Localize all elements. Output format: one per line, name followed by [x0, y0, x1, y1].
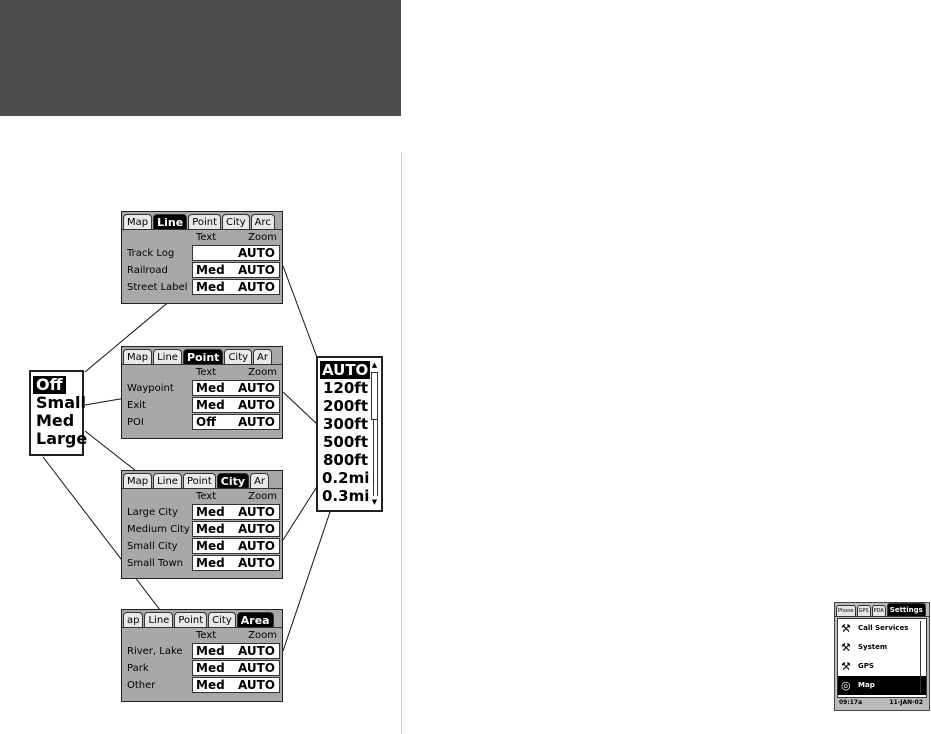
zoom-field[interactable]: AUTO [237, 539, 275, 553]
text-size-field[interactable]: Med [196, 280, 225, 294]
tab-point[interactable]: Point [183, 349, 223, 364]
text-size-option-off[interactable]: Off [33, 376, 66, 394]
text-size-field[interactable]: Med [196, 539, 225, 553]
tab-bar [122, 610, 282, 628]
callout-line [283, 485, 318, 540]
zoom-field[interactable]: AUTO [237, 415, 275, 429]
row-label: Small City [127, 541, 178, 552]
text-size-field[interactable]: Med [196, 505, 225, 519]
text-size-option-small[interactable]: Small [36, 393, 86, 412]
callout-line [283, 266, 318, 360]
zoom-field[interactable]: AUTO [237, 556, 275, 570]
row-value-cells[interactable] [192, 677, 280, 693]
row-value-cells[interactable] [192, 643, 280, 659]
row-label: Track Log [127, 248, 175, 259]
zoom-field[interactable]: AUTO [237, 522, 275, 536]
list-item-map[interactable] [838, 676, 926, 695]
city-settings-panel [121, 470, 283, 579]
column-headers [122, 365, 282, 380]
zoom-option[interactable]: 200ft [322, 397, 368, 415]
tab-line[interactable]: Line [153, 473, 182, 488]
row-label: Waypoint [127, 383, 174, 394]
row-label: POI [127, 417, 144, 428]
settings-row-other [122, 677, 282, 694]
callout-line [283, 512, 330, 651]
zoom-options-list [320, 361, 370, 505]
globe-icon: ◎ [841, 679, 851, 692]
zoom-column-header: Zoom [248, 232, 277, 243]
list-item-system[interactable] [838, 638, 926, 657]
zoom-field[interactable]: AUTO [237, 678, 275, 692]
zoom-option[interactable]: 0.2mi [322, 469, 370, 487]
list-item-gps[interactable] [838, 657, 926, 676]
row-value-cells[interactable] [192, 521, 280, 537]
zoom-options-menu [316, 356, 383, 512]
tab-area[interactable]: Ar [250, 473, 269, 488]
text-size-field[interactable]: Med [196, 522, 225, 536]
zoom-option[interactable]: 120ft [322, 379, 368, 397]
zoom-column-header: Zoom [248, 630, 277, 641]
tab-pda[interactable]: PDA [872, 605, 886, 616]
area-settings-panel [121, 609, 283, 702]
tab-point[interactable]: Point [188, 214, 221, 229]
zoom-field[interactable]: AUTO [237, 661, 275, 675]
zoom-scrollbar[interactable] [370, 362, 379, 506]
settings-row-track-log [122, 245, 282, 262]
zoom-option-auto[interactable]: AUTO [322, 361, 369, 379]
text-size-field[interactable]: Med [196, 556, 225, 570]
list-item-label: GPS [858, 662, 874, 670]
list-item-label: Map [858, 681, 875, 689]
settings-row-railroad [122, 262, 282, 279]
text-size-options-menu [29, 370, 88, 456]
row-label: Small Town [127, 558, 183, 569]
callout-line [283, 392, 318, 425]
text-column-header: Text [196, 630, 217, 641]
row-label: Other [127, 680, 156, 691]
list-item-call-services[interactable] [838, 619, 926, 638]
status-bar [837, 697, 927, 709]
tab-city[interactable]: City [222, 214, 250, 229]
settings-list [837, 618, 927, 698]
column-headers [122, 230, 282, 245]
row-value-cells[interactable] [192, 414, 280, 430]
line-settings-panel [121, 211, 283, 304]
wrench-gps-icon: ⚒ [841, 660, 851, 673]
text-size-option-med[interactable]: Med [36, 411, 75, 430]
zoom-option[interactable]: 300ft [322, 415, 368, 433]
settings-row-street-label [122, 279, 282, 296]
settings-row-park [122, 660, 282, 677]
tab-map[interactable]: Map [123, 349, 152, 364]
settings-row-waypoint [122, 380, 282, 397]
zoom-column-header: Zoom [248, 367, 277, 378]
zoom-field[interactable]: AUTO [237, 381, 275, 395]
row-label: River, Lake [127, 646, 183, 657]
tab-city[interactable]: City [208, 612, 236, 627]
tab-map[interactable]: ap [123, 612, 143, 627]
text-column-header: Text [196, 232, 217, 243]
row-label: Park [127, 663, 149, 674]
tab-point[interactable]: Point [174, 612, 207, 627]
wrench-phone-icon: ⚒ [841, 622, 851, 635]
status-time: 09:17a [839, 699, 863, 706]
tab-bar [122, 471, 282, 489]
tab-map[interactable]: Map [123, 473, 152, 488]
text-size-field[interactable]: Off [196, 415, 216, 429]
text-column-header: Text [196, 367, 217, 378]
settings-row-small-town [122, 555, 282, 572]
tab-map[interactable]: Map [123, 214, 152, 229]
tab-phone[interactable]: Phone [836, 605, 856, 616]
tab-city[interactable]: City [224, 349, 252, 364]
tab-line[interactable]: Line [144, 612, 173, 627]
tab-settings[interactable]: Settings [887, 603, 926, 616]
zoom-field[interactable]: AUTO [237, 246, 275, 260]
zoom-option[interactable]: 800ft [322, 451, 368, 469]
text-size-field[interactable]: Med [196, 263, 225, 277]
row-label: Medium City [127, 524, 190, 535]
tab-city[interactable]: City [217, 473, 249, 488]
tab-point[interactable]: Point [183, 473, 216, 488]
row-label: Exit [127, 400, 146, 411]
zoom-field[interactable]: AUTO [237, 280, 275, 294]
text-size-field[interactable]: Med [196, 381, 225, 395]
column-headers [122, 489, 282, 504]
device-settings-screen [834, 602, 930, 711]
zoom-option[interactable]: 500ft [322, 433, 368, 451]
text-column-header: Text [196, 491, 217, 502]
row-value-cells[interactable] [192, 555, 280, 571]
device-tab-bar [835, 603, 929, 617]
column-headers [122, 628, 282, 643]
tab-area[interactable]: Ar [253, 349, 272, 364]
row-label: Street Label [127, 282, 188, 293]
zoom-field[interactable]: AUTO [237, 505, 275, 519]
tab-line[interactable]: Line [153, 214, 187, 229]
row-value-cells[interactable] [192, 397, 280, 413]
tab-area[interactable]: Arc [251, 214, 275, 229]
scroll-down-icon[interactable]: ▼ [371, 498, 378, 506]
scroll-thumb[interactable] [371, 372, 378, 420]
text-size-field[interactable]: Med [196, 661, 225, 675]
list-item-label: Call Services [858, 624, 909, 632]
tab-line[interactable]: Line [153, 349, 182, 364]
row-label: Large City [127, 507, 178, 518]
tab-area[interactable]: Area [237, 612, 274, 627]
row-value-cells[interactable] [192, 380, 280, 396]
tab-bar [122, 347, 282, 365]
text-size-field[interactable]: Med [196, 644, 225, 658]
text-size-field[interactable]: Med [196, 398, 225, 412]
row-value-cells[interactable] [192, 245, 280, 261]
row-value-cells[interactable] [192, 262, 280, 278]
zoom-field[interactable]: AUTO [237, 398, 275, 412]
point-settings-panel [121, 346, 283, 439]
zoom-column-header: Zoom [248, 491, 277, 502]
settings-row-exit [122, 397, 282, 414]
tab-bar [122, 212, 282, 230]
zoom-field[interactable]: AUTO [237, 644, 275, 658]
row-label: Railroad [127, 265, 168, 276]
row-value-cells[interactable] [192, 504, 280, 520]
settings-row-river-lake [122, 643, 282, 660]
settings-row-medium-city [122, 521, 282, 538]
wrench-system-icon: ⚒ [841, 641, 851, 654]
zoom-option[interactable]: 0.3mi [322, 487, 370, 505]
row-value-cells[interactable] [192, 660, 280, 676]
text-size-option-large[interactable]: Large [36, 429, 88, 448]
list-scrollbar[interactable] [920, 621, 925, 693]
settings-row-small-city [122, 538, 282, 555]
settings-row-large-city [122, 504, 282, 521]
settings-row-poi [122, 414, 282, 431]
tab-gps[interactable]: GPS [857, 605, 871, 616]
list-item-label: System [858, 643, 888, 651]
zoom-field[interactable]: AUTO [237, 263, 275, 277]
status-date: 11-JAN-02 [889, 699, 923, 706]
row-value-cells[interactable] [192, 538, 280, 554]
scroll-up-icon[interactable]: ▲ [371, 361, 378, 369]
text-size-field[interactable]: Med [196, 678, 225, 692]
row-value-cells[interactable] [192, 279, 280, 295]
